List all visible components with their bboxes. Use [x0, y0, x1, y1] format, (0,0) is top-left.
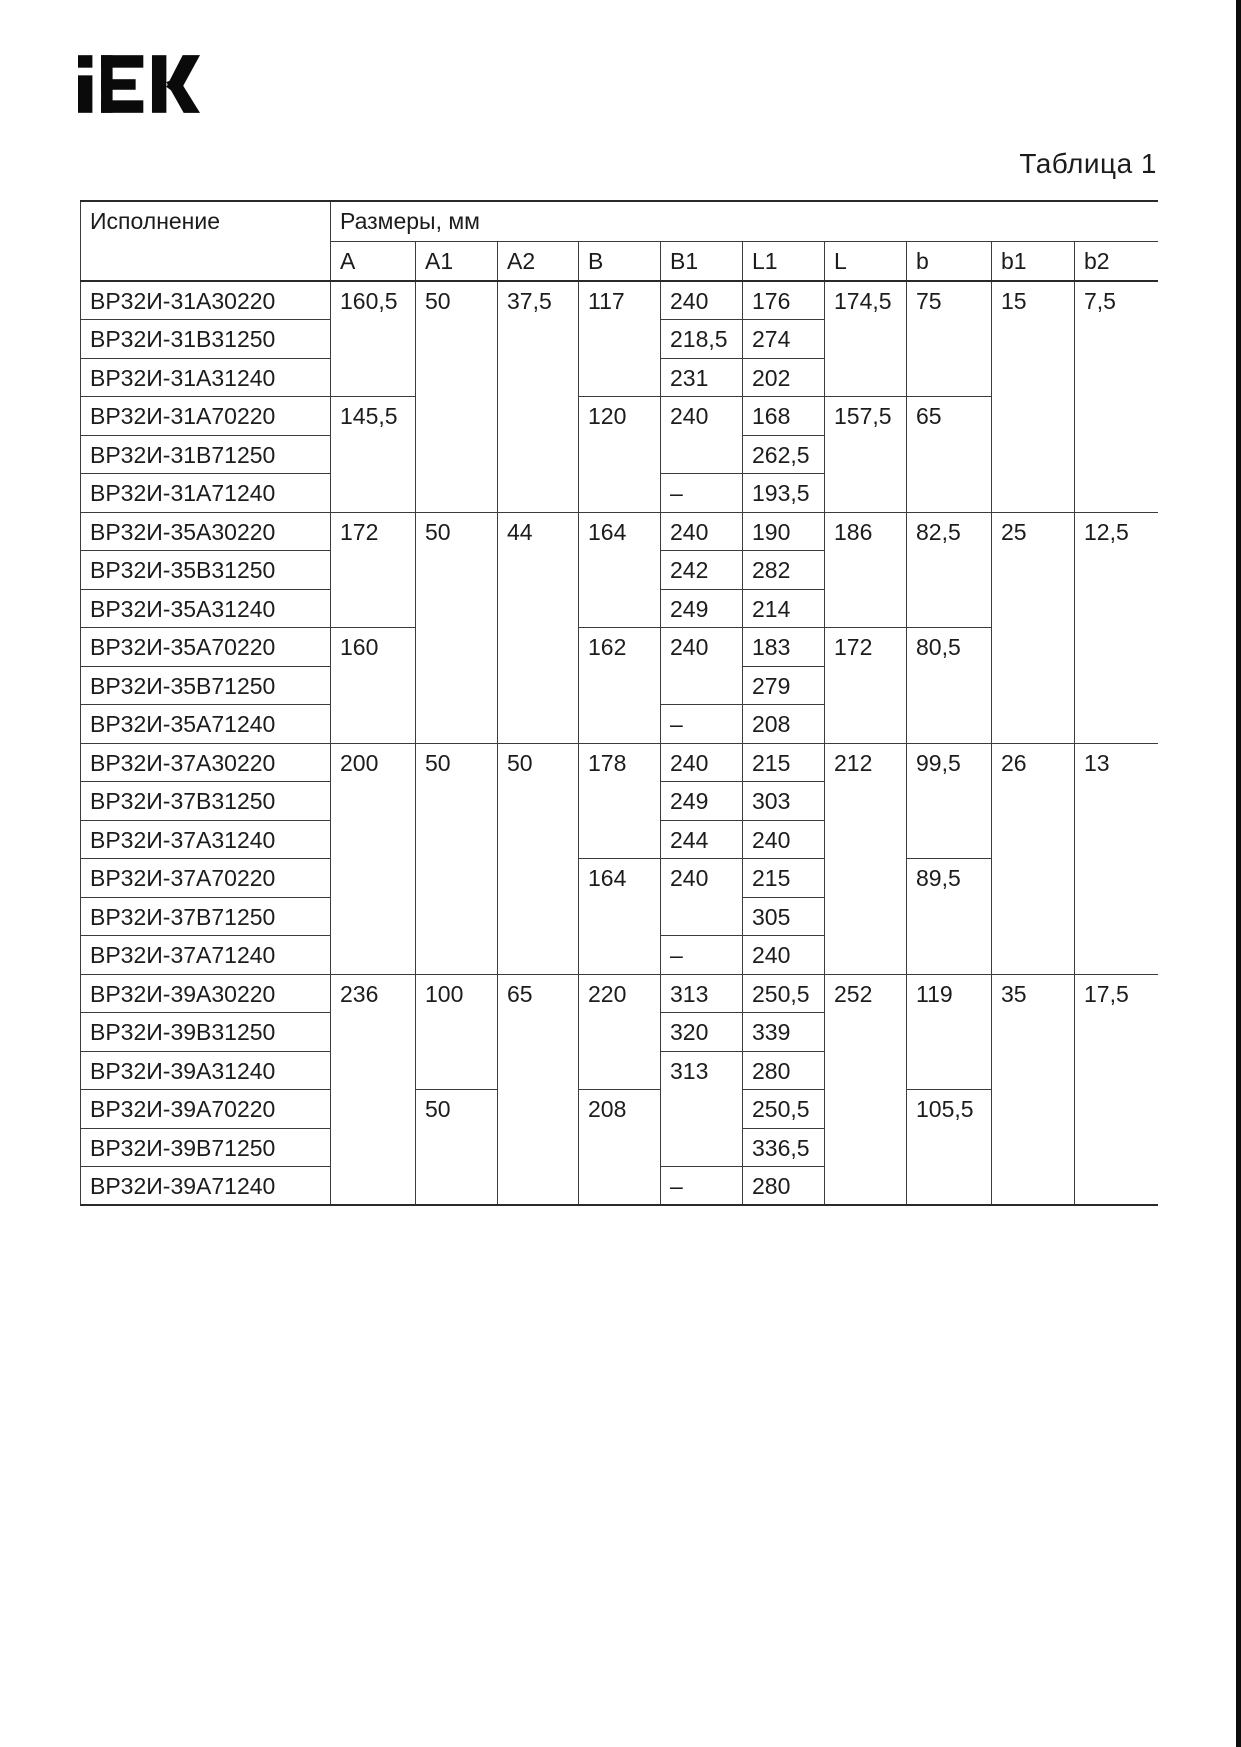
column-header-L1: L1: [743, 241, 825, 281]
model-name: ВР32И-39А70220: [81, 1090, 331, 1129]
dim-value-L: 157,5: [825, 397, 907, 513]
dim-value-L: 252: [825, 974, 907, 1205]
dim-value-L1: 183: [743, 628, 825, 667]
dim-value-A1: 100: [416, 974, 498, 1090]
dim-value-b2: 12,5: [1075, 512, 1158, 743]
dim-value-B1: 240: [661, 281, 743, 320]
dim-value-b1: 26: [992, 743, 1075, 974]
dim-value-b: 82,5: [907, 512, 992, 628]
dim-value-b1: 35: [992, 974, 1075, 1205]
page-edge-scan-line: [1236, 0, 1241, 1747]
dim-value-A: 160,5: [331, 281, 416, 397]
model-name: ВР32И-31В71250: [81, 435, 331, 474]
dim-value-B1: 231: [661, 358, 743, 397]
table-row: [81, 974, 1158, 1013]
dim-value-L: 172: [825, 628, 907, 744]
model-name: ВР32И-37В31250: [81, 782, 331, 821]
dim-value-L1: 202: [743, 358, 825, 397]
model-name: ВР32И-35А30220: [81, 512, 331, 551]
dim-value-B: 178: [579, 743, 661, 859]
model-name: ВР32И-39А71240: [81, 1167, 331, 1206]
dim-value-B1: 249: [661, 782, 743, 821]
dim-value-A1: 50: [416, 1090, 498, 1206]
iek-logo-graphic: [78, 54, 200, 114]
dim-value-A1: 50: [416, 743, 498, 974]
dim-value-L1: 282: [743, 551, 825, 590]
model-name: ВР32И-35А71240: [81, 705, 331, 744]
dim-value-B: 162: [579, 628, 661, 744]
dim-value-b2: 13: [1075, 743, 1158, 974]
dim-value-B1: –: [661, 1167, 743, 1206]
dim-value-B: 164: [579, 859, 661, 975]
dim-value-L1: 303: [743, 782, 825, 821]
column-header-A2: A2: [498, 241, 579, 281]
header-row-group: [81, 201, 1158, 241]
dim-value-B: 208: [579, 1090, 661, 1206]
model-name: ВР32И-39А30220: [81, 974, 331, 1013]
dim-value-L1: 215: [743, 859, 825, 898]
column-header-A1: A1: [416, 241, 498, 281]
model-name: ВР32И-31В31250: [81, 320, 331, 359]
dim-value-A1: 50: [416, 281, 498, 512]
dim-value-b: 89,5: [907, 859, 992, 975]
dim-value-L1: 240: [743, 936, 825, 975]
dim-value-B: 117: [579, 281, 661, 397]
dim-value-b1: 25: [992, 512, 1075, 743]
dim-value-L1: 280: [743, 1167, 825, 1206]
dim-value-b: 65: [907, 397, 992, 513]
dim-value-L: 186: [825, 512, 907, 628]
dim-value-L1: 214: [743, 589, 825, 628]
dim-value-L: 174,5: [825, 281, 907, 397]
table-caption: Таблица 1: [1019, 148, 1157, 179]
dim-value-A: 236: [331, 974, 416, 1205]
dim-value-L1: 339: [743, 1013, 825, 1052]
column-header-A: A: [331, 241, 416, 281]
model-name: ВР32И-37А30220: [81, 743, 331, 782]
dim-value-b2: 7,5: [1075, 281, 1158, 512]
model-name: ВР32И-35А31240: [81, 589, 331, 628]
dim-value-b: 75: [907, 281, 992, 397]
model-name: ВР32И-31А31240: [81, 358, 331, 397]
dim-value-b1: 15: [992, 281, 1075, 512]
model-name: ВР32И-35В71250: [81, 666, 331, 705]
dim-value-B1: 249: [661, 589, 743, 628]
column-header-b1: b1: [992, 241, 1075, 281]
model-name: ВР32И-31А30220: [81, 281, 331, 320]
dimensions-table: [80, 200, 1158, 1206]
model-name: ВР32И-37А70220: [81, 859, 331, 898]
column-header-b2: b2: [1075, 241, 1158, 281]
dim-value-B1: 313: [661, 1051, 743, 1167]
dim-value-L1: 208: [743, 705, 825, 744]
dim-value-L1: 250,5: [743, 974, 825, 1013]
dim-value-B: 220: [579, 974, 661, 1090]
dim-value-L1: 336,5: [743, 1128, 825, 1167]
header-ispolnenie: Исполнение: [81, 201, 331, 281]
dim-value-A: 200: [331, 743, 416, 974]
dim-value-b2: 17,5: [1075, 974, 1158, 1205]
dim-value-L1: 240: [743, 820, 825, 859]
dim-value-B1: –: [661, 936, 743, 975]
dim-value-b: 105,5: [907, 1090, 992, 1206]
dim-value-L1: 176: [743, 281, 825, 320]
column-header-B: B: [579, 241, 661, 281]
dim-value-B1: 240: [661, 397, 743, 474]
dim-value-L1: 168: [743, 397, 825, 436]
model-name: ВР32И-35В31250: [81, 551, 331, 590]
header-razmery-mm: Размеры, мм: [331, 201, 1158, 241]
model-name: ВР32И-37В71250: [81, 897, 331, 936]
dim-value-A: 160: [331, 628, 416, 744]
dim-value-A2: 44: [498, 512, 579, 743]
model-name: ВР32И-31А71240: [81, 474, 331, 513]
dim-value-A: 172: [331, 512, 416, 628]
model-name: ВР32И-39А31240: [81, 1051, 331, 1090]
column-header-b: b: [907, 241, 992, 281]
dim-value-b: 80,5: [907, 628, 992, 744]
column-header-B1: B1: [661, 241, 743, 281]
model-name: ВР32И-39В31250: [81, 1013, 331, 1052]
dim-value-L1: 305: [743, 897, 825, 936]
dim-value-A2: 50: [498, 743, 579, 974]
dim-value-B1: –: [661, 474, 743, 513]
dim-value-b: 99,5: [907, 743, 992, 859]
dim-value-A1: 50: [416, 512, 498, 743]
table-row: [81, 281, 1158, 320]
dim-value-B1: 240: [661, 628, 743, 705]
dim-value-L1: 193,5: [743, 474, 825, 513]
model-name: ВР32И-37А71240: [81, 936, 331, 975]
dim-value-B: 164: [579, 512, 661, 628]
dim-value-A2: 65: [498, 974, 579, 1205]
dim-value-L1: 280: [743, 1051, 825, 1090]
dim-value-A2: 37,5: [498, 281, 579, 512]
dim-value-B1: 218,5: [661, 320, 743, 359]
column-header-L: L: [825, 241, 907, 281]
dim-value-L1: 262,5: [743, 435, 825, 474]
dim-value-B1: –: [661, 705, 743, 744]
dim-value-L: 212: [825, 743, 907, 974]
dim-value-L1: 190: [743, 512, 825, 551]
dim-value-B1: 244: [661, 820, 743, 859]
model-name: ВР32И-39В71250: [81, 1128, 331, 1167]
dim-value-B1: 240: [661, 743, 743, 782]
dim-value-L1: 274: [743, 320, 825, 359]
table-row: [81, 512, 1158, 551]
dim-value-L1: 250,5: [743, 1090, 825, 1129]
dim-value-B1: 240: [661, 859, 743, 936]
model-name: ВР32И-35А70220: [81, 628, 331, 667]
table-row: [81, 743, 1158, 782]
dim-value-L1: 215: [743, 743, 825, 782]
dim-value-B: 120: [579, 397, 661, 513]
dim-value-B1: 240: [661, 512, 743, 551]
dim-value-b: 119: [907, 974, 992, 1090]
model-name: ВР32И-31А70220: [81, 397, 331, 436]
iek-logo: [78, 54, 200, 114]
dim-value-B1: 320: [661, 1013, 743, 1052]
dim-value-B1: 242: [661, 551, 743, 590]
dim-value-B1: 313: [661, 974, 743, 1013]
dim-value-L1: 279: [743, 666, 825, 705]
model-name: ВР32И-37А31240: [81, 820, 331, 859]
dim-value-A: 145,5: [331, 397, 416, 513]
